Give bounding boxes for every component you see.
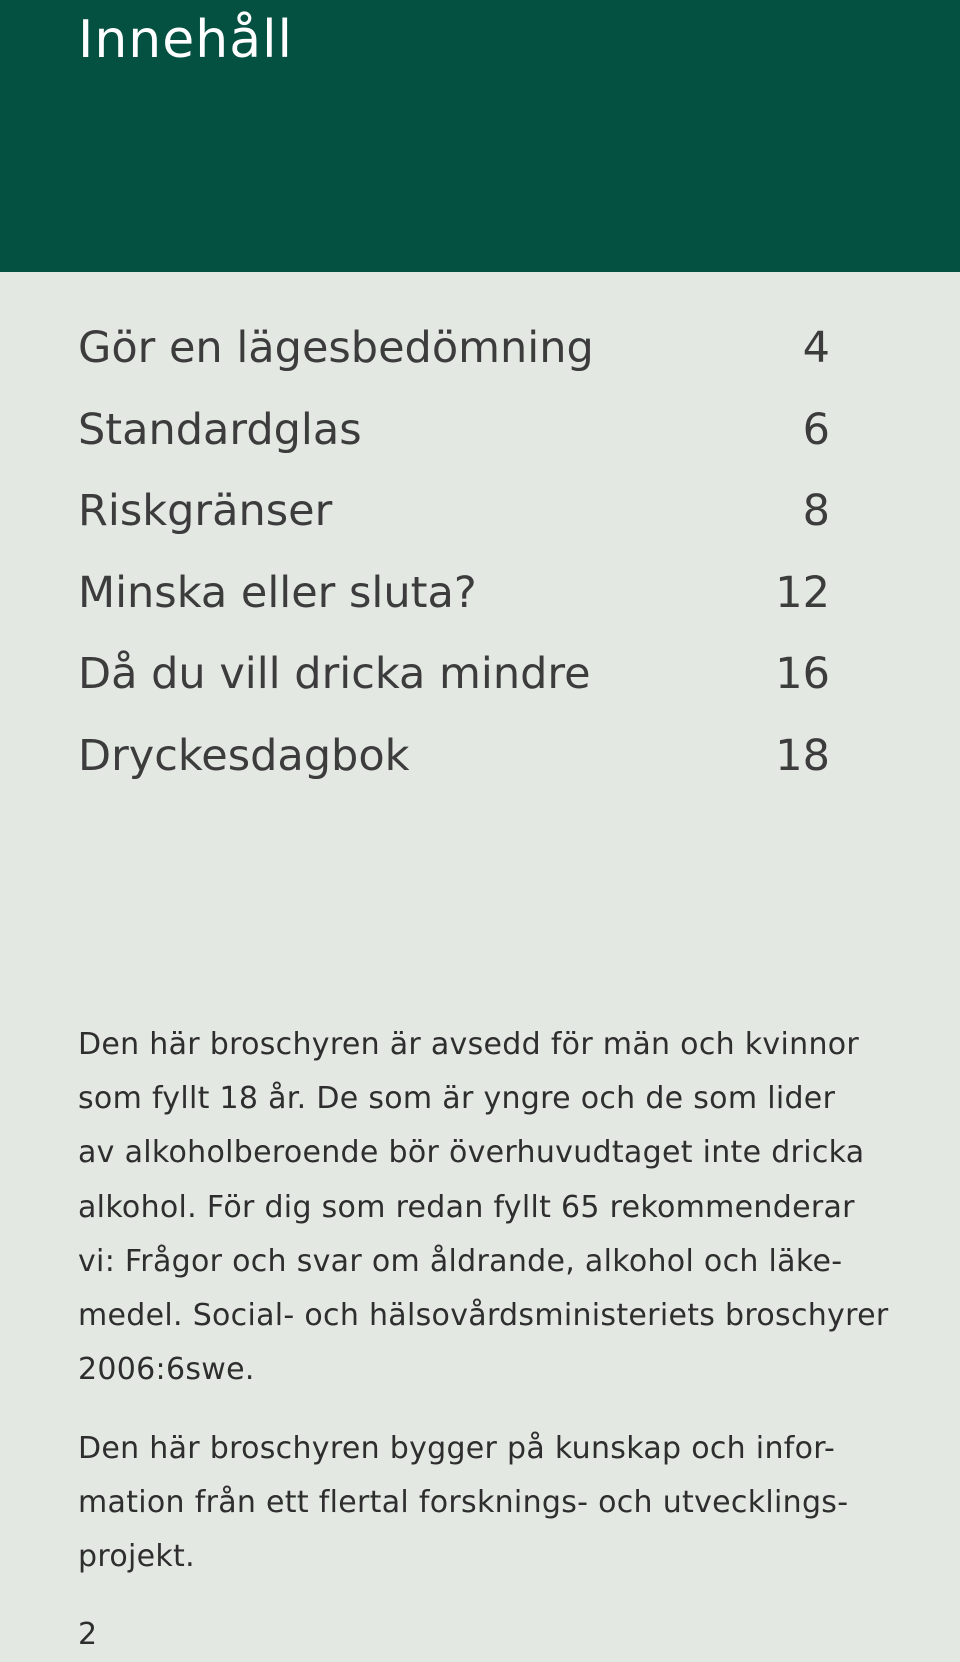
table-of-contents <box>78 308 830 798</box>
toc-entry-page: 4 <box>802 323 830 373</box>
header-band <box>0 0 960 272</box>
toc-entry[interactable] <box>78 716 830 798</box>
paragraph-line: projekt. <box>78 1539 195 1575</box>
paragraph-line: som fyllt 18 år. De som är yngre och de som lider <box>78 1081 836 1117</box>
toc-entry-label: Dryckesdagbok <box>78 730 410 781</box>
toc-entry[interactable] <box>78 553 830 635</box>
toc-entry-label: Riskgränser <box>78 486 333 537</box>
paragraph-line: Den här broschyren är avsedd för män och kvinnor <box>78 1027 860 1062</box>
paragraph-line: vi: Frågor och svar om åldrande, alkohol och läke- <box>78 1243 843 1279</box>
toc-entry-page: 18 <box>775 730 830 781</box>
toc-entry[interactable] <box>78 390 830 472</box>
toc-entry-label: Då du vill dricka mindre <box>78 649 591 700</box>
toc-entry[interactable] <box>78 471 830 553</box>
paragraph-line: medel. Social- och hälsovårdsministeriets broschyrer <box>78 1298 889 1334</box>
paragraph-line: Den här broschyren bygger på kunskap och infor- <box>78 1431 836 1466</box>
toc-entry-page: 8 <box>802 486 830 537</box>
paragraph-line: 2006:6swe. <box>78 1352 255 1388</box>
paragraph-line: av alkoholberoende bör överhuvudtaget inte dricka <box>78 1135 865 1171</box>
paragraph-line: mation från ett flertal forsknings- och utvecklings- <box>78 1485 849 1521</box>
intro-paragraph <box>78 1018 908 1397</box>
toc-entry[interactable] <box>78 634 830 716</box>
toc-entry-page: 6 <box>802 404 830 455</box>
toc-entry[interactable] <box>78 308 830 390</box>
toc-entry-page: 12 <box>775 567 830 618</box>
toc-entry-label: Gör en lägesbedömning <box>78 323 594 373</box>
toc-entry-page: 16 <box>775 649 830 700</box>
toc-entry-label: Minska eller sluta? <box>78 567 477 618</box>
page-number: 2 <box>78 1617 98 1652</box>
page-title: Innehåll <box>78 10 293 70</box>
source-paragraph <box>78 1422 908 1585</box>
toc-entry-label: Standardglas <box>78 404 362 455</box>
paragraph-line: alkohol. För dig som redan fyllt 65 rekommenderar <box>78 1189 855 1225</box>
